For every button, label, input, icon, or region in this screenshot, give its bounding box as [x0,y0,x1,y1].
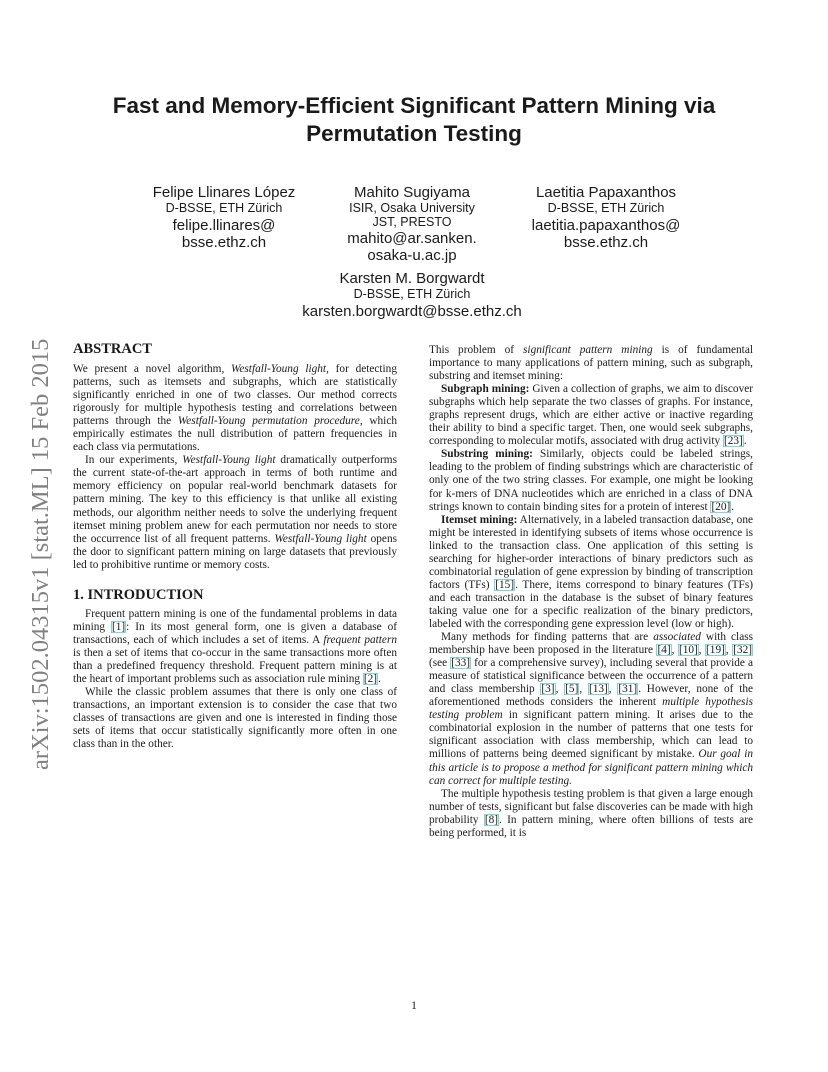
author-name: Mahito Sugiyama [354,184,470,201]
citation-link[interactable]: [32] [733,644,752,657]
subgraph-mining-paragraph: Subgraph mining: Given a collection of graphs, we aim to discover subgraphs which help separate the two classes of graphs. For instance, graphs represent drugs, which are either active or inactive regarding their ability to bind a specific target. Then, one would seek subgraphs, corresponding to molecular motifs, associated with drug activity [23]. [429,383,753,448]
citation-link[interactable]: [19] [706,644,725,657]
page-number: 1 [411,1000,417,1012]
abstract-heading: ABSTRACT [73,341,152,357]
citation-link[interactable]: [2] [363,672,378,685]
author-email: laetitia.papaxanthos@ [531,217,681,234]
citation-link[interactable]: [4] [657,644,671,657]
citation-link[interactable]: [15] [495,578,515,591]
left-column [73,341,397,751]
author-email: bsse.ethz.ch [181,233,267,251]
author-email: bsse.ethz.ch [563,233,649,251]
citation-link[interactable]: [5] [565,683,579,696]
citation-link[interactable]: [31] [618,683,638,696]
title-line-1: Fast and Memory-Efficient Significant Pattern Mining via [112,93,716,118]
author-email: felipe.llinares@ [172,217,276,234]
citation-link[interactable]: [33] [451,657,471,670]
author-name: Felipe Llinares López [152,184,296,201]
author-affiliation: D-BSSE, ETH Zürich [165,201,283,215]
citation-link[interactable]: [3] [541,683,555,696]
author-affiliation: ISIR, Osaka University [349,201,475,215]
citation-link[interactable]: [13] [588,683,608,696]
author-block-1 [124,184,324,251]
author-block-3 [496,184,716,251]
citation-link[interactable]: [10] [678,644,698,657]
author-name: Laetitia Papaxanthos [535,184,677,201]
multiple-testing-paragraph: The multiple hypothesis testing problem is that given a large enough number of tests, significant but false discoveries can be made with high probability [8]. In pattern mining, where often billions of tests are being performed, it is [429,787,753,839]
title-line-2: Permutation Testing [306,121,522,146]
author-block-4 [262,270,562,321]
arxiv-identifier-text: arXiv:1502.04315v1 [stat.ML] 15 Feb 2015 [27,338,54,770]
abstract-paragraph-1: We present a novel algorithm, Westfall-Young light, for detecting patterns, such as itemsets and subgraphs, which are statistically significantly enriched in one of two classes. Our method corrects rigorously for multiple hypothesis testing and correlations between patterns through the Westfall-Young permutation procedure, which empirically estimates the null distribution of pattern frequencies in each class via permutations. [73,363,397,454]
right-paragraph-1: This problem of significant pattern mining is of fundamental importance to many applications of pattern mining, such as subgraph, substring and itemset mining: [429,344,753,383]
author-email: osaka-u.ac.jp [367,246,457,264]
citation-link[interactable]: [23] [723,435,743,448]
author-email: mahito@ar.sanken. [347,230,477,247]
author-affiliation: D-BSSE, ETH Zürich [547,201,665,215]
citation-link[interactable]: [1] [111,620,126,633]
author-affiliation: JST, PRESTO [372,215,452,229]
related-work-paragraph: Many methods for finding patterns that are associated with class membership have been proposed in the literature [4], [10], [19], [32] (see [33] for a comprehensive survey), including several that provide a measure of statistical significance between the occurrence of a pattern and class membership [3], [5], [13], [31]. However, none of the aforementioned methods considers the inherent multiple hypothesis testing problem in significant pattern mining. It arises due to the combinatorial explosion in the number of patterns that one tests for significant association with class membership, which can lead to millions of patterns being deemed significant by mistake. Our goal in this article is to propose a method for significant pattern mining which can correct for multiple testing. [429,631,754,787]
substring-mining-paragraph: Substring mining: Similarly, objects could be labeled strings, leading to the problem of finding substrings which are characteristic of only one of the two string classes. For example, one might be looking for k-mers of DNA nucleotides which are enriched in a class of DNA strings known to contain binding sites for a protein of interest [20]. [429,448,753,513]
citation-link[interactable]: [8] [484,813,499,826]
author-block-2 [312,184,512,264]
author-affiliation: D-BSSE, ETH Zürich [353,287,471,301]
citation-link[interactable]: [20] [711,500,731,513]
itemset-mining-paragraph: Itemset mining: Alternatively, in a labeled transaction database, one might be interested in identifying subsets of items whose occurrence is linked to the transaction class. One application of this setting is searching for higher-order interactions of binary predictors such as combinatorial regulation of gene expression by binding of transcription factors (TFs) [15]. There, items correspond to binary features (TFs) and each transaction in the database is the subset of binary features taking value one for a specific realization of the binary predictors, labeled with the corresponding gene expression level (low or high). [429,513,753,630]
intro-paragraph-2: While the classic problem assumes that there is only one class of transactions, an important extension is to consider the case that two classes of transactions are given and one is interested in finding those sets of items that occur statistically significantly more often in one class than in the other. [73,686,397,751]
right-column [429,344,753,840]
abstract-paragraph-2: In our experiments, Westfall-Young light dramatically outperforms the current state-of-the-art approach in terms of both runtime and memory efficiency on popular real-world benchmark datasets for pattern mining. The key to this efficiency is that unlike all existing methods, our algorithm neither needs to solve the underlying frequent itemset mining problem anew for each permutation nor needs to store the occurrence list of all frequent patterns. Westfall-Young light opens the door to significant pattern mining on large datasets that previously led to prohibitive runtime or memory costs. [73,454,397,571]
intro-paragraph-1: Frequent pattern mining is one of the fundamental problems in data mining [1]: In its most general form, one is given a database of transactions, each of which includes a set of items. A frequent pattern is then a set of items that co-occur in the same transactions more often than a predefined frequency threshold. Frequent pattern mining is at the heart of important problems such as association rule mining [2]. [73,607,397,685]
paper-title [60,92,768,148]
introduction-heading: 1. INTRODUCTION [73,586,204,603]
author-email: karsten.borgwardt@bsse.ethz.ch [302,303,522,320]
author-name: Karsten M. Borgwardt [339,270,485,287]
